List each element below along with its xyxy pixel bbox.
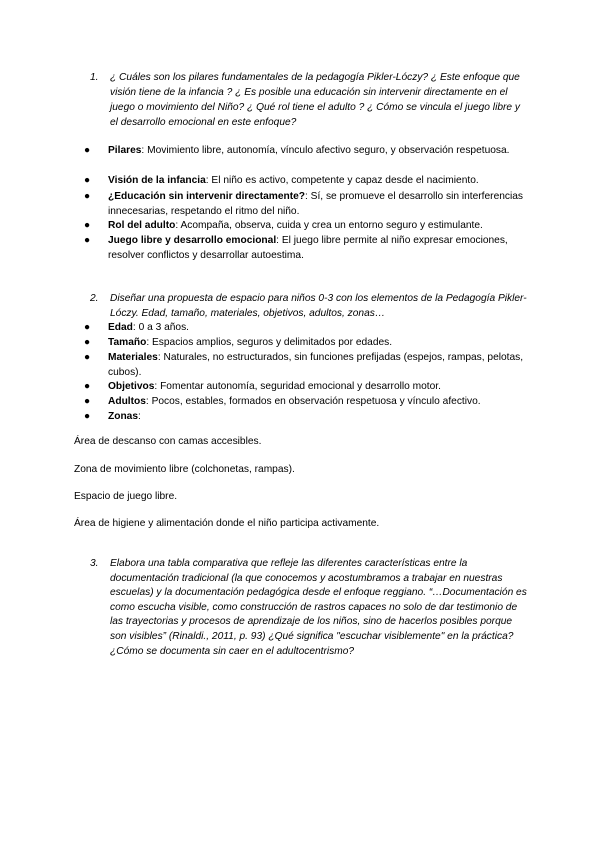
zone-paragraph: Espacio de juego libre. <box>74 491 178 502</box>
bullet-term: Objetivos <box>108 381 155 392</box>
bullet-text: : El niño es activo, competente y capaz desde el nacimiento. <box>205 175 479 186</box>
bullet-item <box>84 190 534 219</box>
question-text: Elabora una tabla comparativa que refleje las diferentes características entre la documentación tradicional (la que conocemos y acostumbramos a trabajar en nuestras escuelas) y la documentación pedagógica desde el enfoque reggiano. “…Documentación es como escucha visible, como construcción de rastros capaces no solo de dar testimonio de las trayectorias y procesos de aprendizaje de los niños, sino de hacerlos posibles porque son visibles” (Rinaldi., 2011, p. 93) ¿Qué significa "escuchar visiblemente" en la práctica? ¿Cómo se documenta sin caer en el adultocentrismo? <box>110 558 527 657</box>
bullet-term: Zonas <box>108 411 139 422</box>
bullet-term: Tamaño <box>108 337 147 348</box>
bullet-term: ¿Educación sin intervenir directamente? <box>108 191 306 202</box>
bullet-term: Juego libre y desarrollo emocional <box>108 235 277 246</box>
bullet-icon: ● <box>84 220 91 231</box>
question-number: 2. <box>90 293 99 304</box>
bullet-item <box>84 321 534 336</box>
bullet-item <box>84 234 534 263</box>
bullet-term: Visión de la infancia <box>108 175 206 186</box>
bullet-item <box>84 336 534 351</box>
bullet-term: Rol del adulto <box>108 220 176 231</box>
bullet-icon: ● <box>84 175 91 186</box>
bullet-term: Materiales <box>108 352 158 363</box>
bullet-icon: ● <box>84 145 91 156</box>
bullet-text: : Sí, se promueve el desarrollo sin interferencias innecesarias, respetando el ritmo del niño. <box>108 191 524 217</box>
bullet-text: : Naturales, no estructurados, sin funciones prefijadas (espejos, rampas, pelotas, cubos). <box>108 352 524 378</box>
bullet-icon: ● <box>84 381 91 392</box>
question-number: 3. <box>90 558 99 569</box>
bullet-item <box>84 219 534 234</box>
bullet-text: : Fomentar autonomía, seguridad emocional y desarrollo motor. <box>154 381 441 392</box>
zone-paragraph: Zona de movimiento libre (colchonetas, rampas). <box>74 464 295 475</box>
bullet-text: : Pocos, estables, formados en observación respetuosa y vínculo afectivo. <box>145 396 481 407</box>
question-text: Diseñar una propuesta de espacio para niños 0-3 con los elementos de la Pedagogía Pikler-Lóczy. Edad, tamaño, materiales, objetivos, adultos, zonas… <box>110 293 527 319</box>
question-text: ¿ Cuáles son los pilares fundamentales de la pedagogía Pikler-Lóczy? ¿ Este enfoque que visión tiene de la infancia ? ¿ Es posible una educación sin intervenir directamente en el juego o movimiento del Niño? ¿ Qué rol tiene el adulto ? ¿ Cómo se vincula el juego libre y el desarrollo emocional en este enfoque? <box>110 72 520 128</box>
bullet-text: : El juego libre permite al niño expresar emociones, resolver conflictos y desarrollar autoestima. <box>108 235 508 261</box>
bullet-text: : Acompaña, observa, cuida y crea un entorno seguro y estimulante. <box>175 220 483 231</box>
bullet-text: : 0 a 3 años. <box>132 322 189 333</box>
bullet-item <box>84 144 534 159</box>
bullet-text: : <box>138 411 141 422</box>
bullet-item <box>84 174 534 189</box>
bullet-icon: ● <box>84 235 91 246</box>
bullet-icon: ● <box>84 337 91 348</box>
question-2 <box>90 291 530 321</box>
bullet-term: Edad <box>108 322 133 333</box>
bullet-text: : Espacios amplios, seguros y delimitados por edades. <box>146 337 393 348</box>
bullet-term: Pilares <box>108 145 142 156</box>
bullet-item <box>84 351 534 380</box>
zone-paragraph: Área de higiene y alimentación donde el niño participa activamente. <box>74 518 380 529</box>
bullet-icon: ● <box>84 191 91 202</box>
zone-paragraph: Área de descanso con camas accesibles. <box>74 436 262 447</box>
bullet-icon: ● <box>84 322 91 333</box>
bullet-icon: ● <box>84 396 91 407</box>
bullet-item <box>84 395 534 410</box>
question-1 <box>90 70 530 130</box>
bullet-icon: ● <box>84 411 91 422</box>
bullet-item <box>84 380 534 395</box>
bullet-term: Adultos <box>108 396 146 407</box>
question-3 <box>90 557 530 659</box>
bullet-text: : Movimiento libre, autonomía, vínculo afectivo seguro, y observación respetuosa. <box>141 145 510 156</box>
bullet-icon: ● <box>84 352 91 363</box>
question-number: 1. <box>90 72 99 83</box>
bullet-item <box>84 410 534 425</box>
